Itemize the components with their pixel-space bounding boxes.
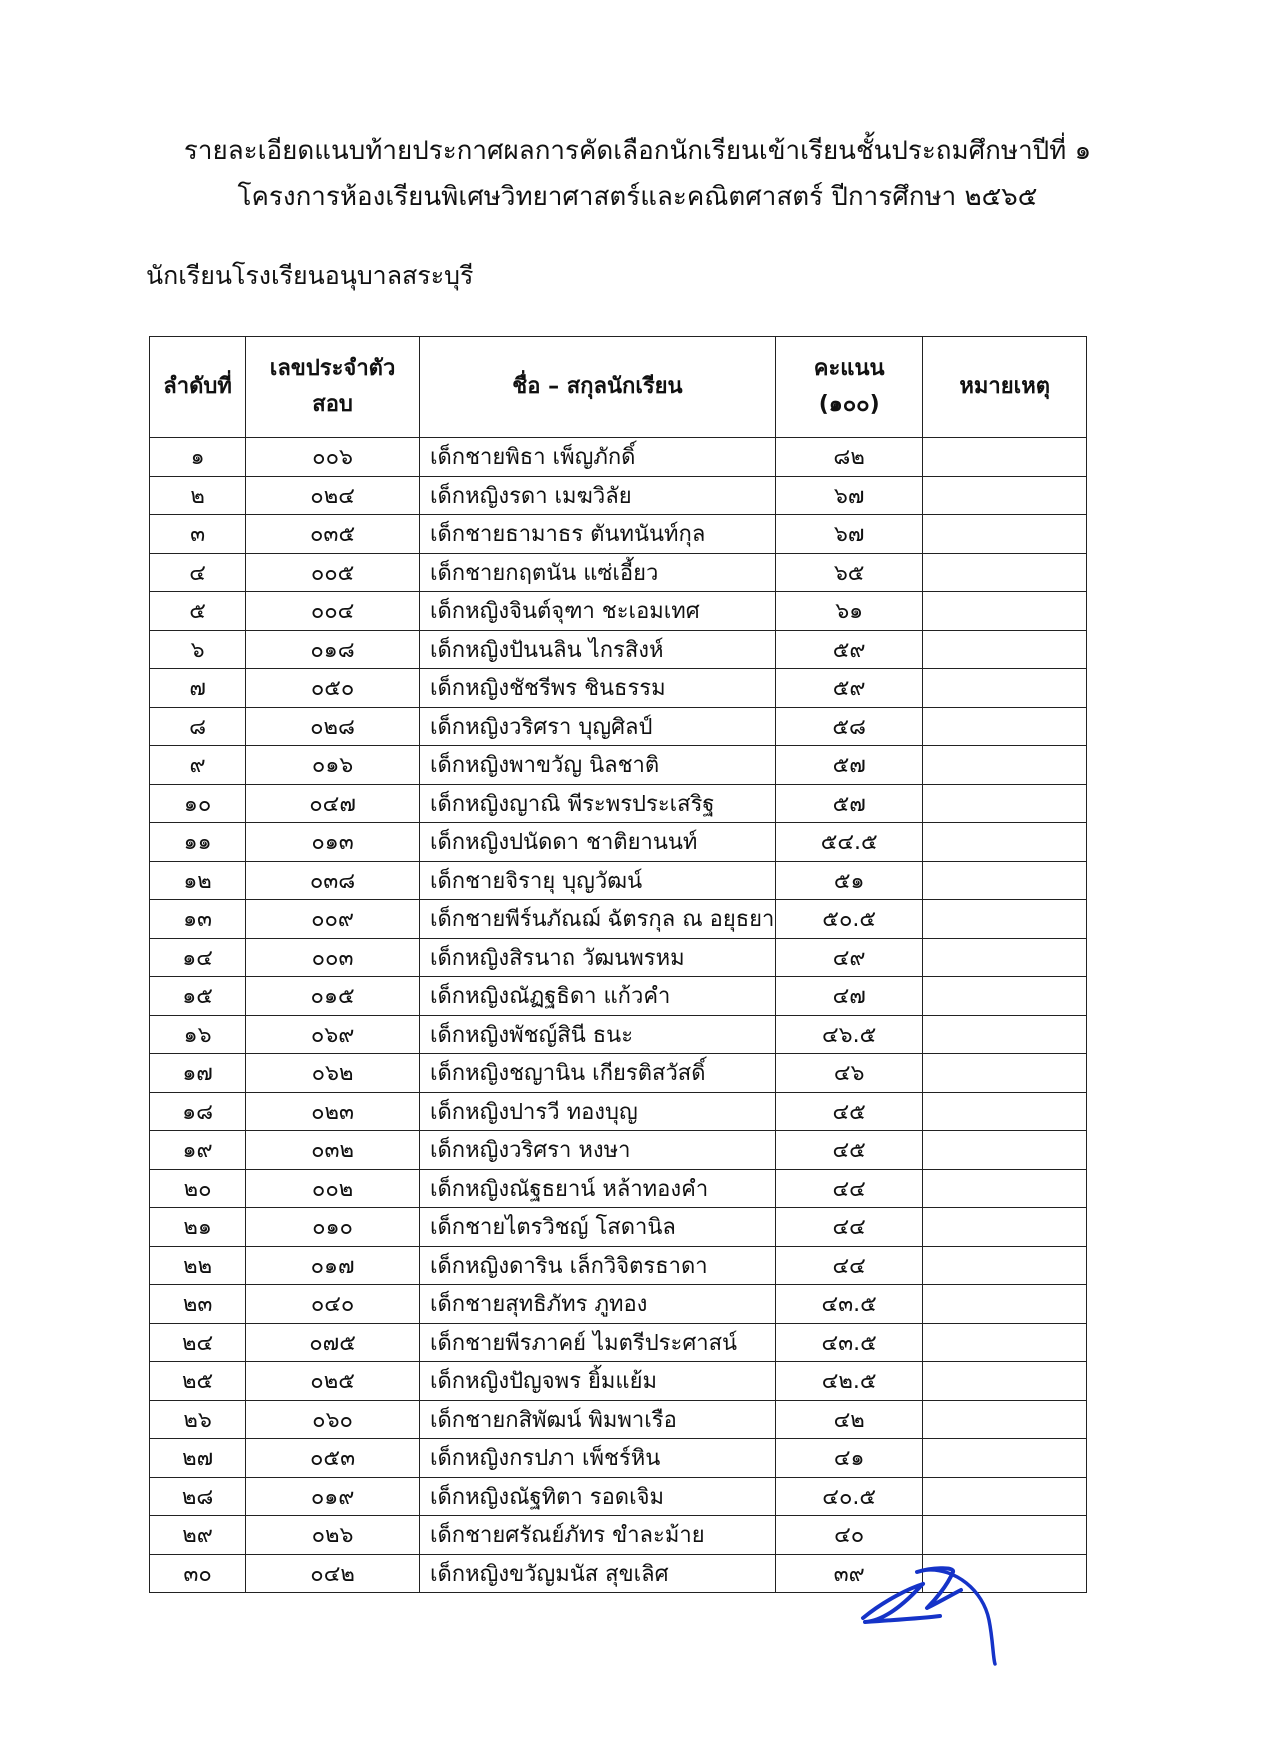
cell-exam-id: ๐๒๕ [246, 1362, 420, 1401]
signature-icon [855, 1560, 1005, 1670]
cell-score: ๖๑ [775, 592, 922, 631]
cell-score: ๖๗ [775, 515, 922, 554]
cell-order: ๙ [150, 746, 246, 785]
cell-score: ๔๕ [775, 1131, 922, 1170]
cell-score: ๔๕ [775, 1092, 922, 1131]
cell-score: ๔๖ [775, 1054, 922, 1093]
cell-student-name: เด็กหญิงปัญจพร ยิ้มแย้ม [419, 1362, 775, 1401]
cell-exam-id: ๐๔๒ [246, 1554, 420, 1593]
cell-order: ๑๒ [150, 861, 246, 900]
cell-student-name: เด็กหญิงญาณิ พีระพรประเสริฐ [419, 784, 775, 823]
table-row [150, 1323, 1087, 1362]
cell-order: ๑ [150, 438, 246, 477]
cell-score: ๕๔.๕ [775, 823, 922, 862]
header-exam-id-line2: สอบ [312, 392, 353, 417]
table-row [150, 592, 1087, 631]
cell-score: ๔๔ [775, 1169, 922, 1208]
cell-remark [923, 1285, 1087, 1324]
header-name: ชื่อ – สกุลนักเรียน [419, 337, 775, 438]
table-row [150, 823, 1087, 862]
cell-score: ๔๔ [775, 1208, 922, 1247]
cell-score: ๕๙ [775, 669, 922, 708]
table-row [150, 938, 1087, 977]
cell-exam-id: ๐๑๗ [246, 1246, 420, 1285]
cell-exam-id: ๐๓๒ [246, 1131, 420, 1170]
cell-order: ๒๐ [150, 1169, 246, 1208]
cell-score: ๕๘ [775, 707, 922, 746]
cell-remark [923, 630, 1087, 669]
table-row [150, 746, 1087, 785]
table-row [150, 861, 1087, 900]
cell-score: ๔๓.๕ [775, 1323, 922, 1362]
cell-exam-id: ๐๐๒ [246, 1169, 420, 1208]
cell-student-name: เด็กหญิงพัชญ์สินี ธนะ [419, 1015, 775, 1054]
cell-exam-id: ๐๐๙ [246, 900, 420, 939]
cell-exam-id: ๐๑๕ [246, 977, 420, 1016]
cell-remark [923, 1092, 1087, 1131]
cell-remark [923, 515, 1087, 554]
cell-order: ๑๘ [150, 1092, 246, 1131]
cell-remark [923, 1439, 1087, 1478]
table-row [150, 1054, 1087, 1093]
cell-student-name: เด็กหญิงดาริน เล็กวิจิตรธาดา [419, 1246, 775, 1285]
cell-order: ๓ [150, 515, 246, 554]
cell-exam-id: ๐๑๐ [246, 1208, 420, 1247]
cell-student-name: เด็กหญิงวริศรา หงษา [419, 1131, 775, 1170]
cell-order: ๒ [150, 476, 246, 515]
cell-order: ๑๐ [150, 784, 246, 823]
cell-score: ๔๓.๕ [775, 1285, 922, 1324]
cell-student-name: เด็กชายสุทธิภัทร ภูทอง [419, 1285, 775, 1324]
cell-remark [923, 707, 1087, 746]
cell-student-name: เด็กหญิงปันนลิน ไกรสิงห์ [419, 630, 775, 669]
cell-student-name: เด็กหญิงณัฐธยาน์ หล้าทองคำ [419, 1169, 775, 1208]
table-row [150, 1246, 1087, 1285]
cell-exam-id: ๐๖๒ [246, 1054, 420, 1093]
cell-score: ๖๕ [775, 553, 922, 592]
table-row [150, 1400, 1087, 1439]
school-subtitle: นักเรียนโรงเรียนอนุบาลสระบุรี [146, 261, 474, 290]
header-remark: หมายเหตุ [923, 337, 1087, 438]
cell-exam-id: ๐๐๓ [246, 938, 420, 977]
cell-score: ๔๒.๕ [775, 1362, 922, 1401]
cell-order: ๒๔ [150, 1323, 246, 1362]
cell-score: ๖๗ [775, 476, 922, 515]
cell-score: ๓๙ [775, 1554, 922, 1593]
table-row [150, 900, 1087, 939]
cell-exam-id: ๐๕๐ [246, 669, 420, 708]
cell-student-name: เด็กชายพีรภาคย์ ไมตรีประศาสน์ [419, 1323, 775, 1362]
cell-order: ๓๐ [150, 1554, 246, 1593]
cell-student-name: เด็กชายพิธา เพ็ญภักดิ์ [419, 438, 775, 477]
cell-remark [923, 977, 1087, 1016]
table-row [150, 1477, 1087, 1516]
table-row [150, 553, 1087, 592]
cell-remark [923, 746, 1087, 785]
cell-student-name: เด็กหญิงชัชรีพร ชินธรรม [419, 669, 775, 708]
cell-student-name: เด็กหญิงรดา เมฆวิลัย [419, 476, 775, 515]
table-row [150, 476, 1087, 515]
cell-exam-id: ๐๐๔ [246, 592, 420, 631]
table-row [150, 515, 1087, 554]
cell-remark [923, 438, 1087, 477]
cell-order: ๒๒ [150, 1246, 246, 1285]
table-row [150, 669, 1087, 708]
table-row [150, 1092, 1087, 1131]
cell-order: ๑๔ [150, 938, 246, 977]
table-row [150, 1439, 1087, 1478]
results-table [149, 336, 1087, 1593]
cell-exam-id: ๐๕๓ [246, 1439, 420, 1478]
cell-score: ๕๐.๕ [775, 900, 922, 939]
cell-score: ๕๗ [775, 784, 922, 823]
cell-remark [923, 823, 1087, 862]
cell-score: ๔๑ [775, 1439, 922, 1478]
cell-remark [923, 1400, 1087, 1439]
cell-score: ๔๔ [775, 1246, 922, 1285]
cell-score: ๔๐ [775, 1516, 922, 1555]
cell-remark [923, 669, 1087, 708]
cell-score: ๔๒ [775, 1400, 922, 1439]
cell-score: ๕๙ [775, 630, 922, 669]
cell-order: ๒๙ [150, 1516, 246, 1555]
table-row [150, 1362, 1087, 1401]
header-score-line1: คะแนน [813, 356, 885, 381]
cell-order: ๑๓ [150, 900, 246, 939]
page-title-line-1: รายละเอียดแนบท้ายประกาศผลการคัดเลือกนักเรียนเข้าเรียนชั้นประถมศึกษาปีที่ ๑ [183, 136, 1092, 166]
cell-remark [923, 784, 1087, 823]
cell-remark [923, 1015, 1087, 1054]
table-row [150, 977, 1087, 1016]
cell-student-name: เด็กหญิงขวัญมนัส สุขเลิศ [419, 1554, 775, 1593]
cell-remark [923, 861, 1087, 900]
cell-exam-id: ๐๒๘ [246, 707, 420, 746]
cell-exam-id: ๐๑๖ [246, 746, 420, 785]
cell-score: ๘๒ [775, 438, 922, 477]
cell-student-name: เด็กหญิงกรปภา เพ็ชร์หิน [419, 1439, 775, 1478]
cell-student-name: เด็กหญิงวริศรา บุญศิลป์ [419, 707, 775, 746]
header-score [775, 337, 922, 438]
header-score-line2: (๑๐๐) [818, 392, 880, 417]
cell-order: ๗ [150, 669, 246, 708]
cell-exam-id: ๐๔๗ [246, 784, 420, 823]
cell-order: ๑๖ [150, 1015, 246, 1054]
cell-remark [923, 1246, 1087, 1285]
cell-order: ๒๕ [150, 1362, 246, 1401]
table-row [150, 1131, 1087, 1170]
cell-remark [923, 553, 1087, 592]
table-row [150, 1285, 1087, 1324]
table-row [150, 1015, 1087, 1054]
cell-student-name: เด็กหญิงชญานิน เกียรติสวัสดิ์ [419, 1054, 775, 1093]
table-row [150, 630, 1087, 669]
cell-exam-id: ๐๒๔ [246, 476, 420, 515]
cell-remark [923, 938, 1087, 977]
cell-remark [923, 1362, 1087, 1401]
table-row [150, 784, 1087, 823]
cell-remark [923, 1131, 1087, 1170]
cell-exam-id: ๐๓๘ [246, 861, 420, 900]
cell-order: ๔ [150, 553, 246, 592]
cell-order: ๒๗ [150, 1439, 246, 1478]
cell-exam-id: ๐๖๐ [246, 1400, 420, 1439]
cell-exam-id: ๐๔๐ [246, 1285, 420, 1324]
header-exam-id-line1: เลขประจำตัว [269, 356, 396, 381]
cell-order: ๖ [150, 630, 246, 669]
table-row [150, 1169, 1087, 1208]
cell-student-name: เด็กชายกฤตนัน แซ่เอี้ยว [419, 553, 775, 592]
cell-score: ๔๐.๕ [775, 1477, 922, 1516]
cell-student-name: เด็กชายธามาธร ตันทนันท์กุล [419, 515, 775, 554]
cell-student-name: เด็กชายพีร์นภัณฌ์ ฉัตรกุล ณ อยุธยา [419, 900, 775, 939]
cell-order: ๒๓ [150, 1285, 246, 1324]
cell-remark [923, 1516, 1087, 1555]
cell-order: ๑๗ [150, 1054, 246, 1093]
cell-order: ๑๙ [150, 1131, 246, 1170]
cell-score: ๕๑ [775, 861, 922, 900]
cell-score: ๕๗ [775, 746, 922, 785]
cell-order: ๑๕ [150, 977, 246, 1016]
cell-exam-id: ๐๒๓ [246, 1092, 420, 1131]
page-title-line-2: โครงการห้องเรียนพิเศษวิทยาศาสตร์และคณิตศาสตร์ ปีการศึกษา ๒๕๖๕ [237, 182, 1038, 212]
cell-remark [923, 1477, 1087, 1516]
cell-student-name: เด็กหญิงพาขวัญ นิลชาติ [419, 746, 775, 785]
cell-student-name: เด็กชายศรัณย์ภัทร ขำละม้าย [419, 1516, 775, 1555]
cell-score: ๔๖.๕ [775, 1015, 922, 1054]
table-row [150, 1516, 1087, 1555]
cell-exam-id: ๐๗๕ [246, 1323, 420, 1362]
cell-exam-id: ๐๑๘ [246, 630, 420, 669]
cell-exam-id: ๐๑๙ [246, 1477, 420, 1516]
cell-exam-id: ๐๐๕ [246, 553, 420, 592]
cell-student-name: เด็กชายไตรวิชญ์ โสดานิล [419, 1208, 775, 1247]
table-body [150, 438, 1087, 1593]
cell-order: ๒๘ [150, 1477, 246, 1516]
cell-remark [923, 1323, 1087, 1362]
cell-student-name: เด็กหญิงณัฐทิตา รอดเจิม [419, 1477, 775, 1516]
cell-score: ๔๗ [775, 977, 922, 1016]
cell-order: ๕ [150, 592, 246, 631]
cell-exam-id: ๐๖๙ [246, 1015, 420, 1054]
table-row [150, 438, 1087, 477]
cell-student-name: เด็กชายจิรายุ บุญวัฒน์ [419, 861, 775, 900]
cell-order: ๒๑ [150, 1208, 246, 1247]
header-order: ลำดับที่ [150, 337, 246, 438]
cell-student-name: เด็กหญิงปารวี ทองบุญ [419, 1092, 775, 1131]
cell-remark [923, 1169, 1087, 1208]
table-row [150, 707, 1087, 746]
cell-remark [923, 1054, 1087, 1093]
cell-exam-id: ๐๒๖ [246, 1516, 420, 1555]
cell-remark [923, 1208, 1087, 1247]
cell-student-name: เด็กหญิงสิรนาถ วัฒนพรหม [419, 938, 775, 977]
table-header-row [150, 337, 1087, 438]
cell-student-name: เด็กหญิงณัฏฐธิดา แก้วคำ [419, 977, 775, 1016]
cell-order: ๒๖ [150, 1400, 246, 1439]
cell-exam-id: ๐๓๕ [246, 515, 420, 554]
cell-remark [923, 476, 1087, 515]
cell-exam-id: ๐๐๖ [246, 438, 420, 477]
table-row [150, 1208, 1087, 1247]
cell-remark [923, 592, 1087, 631]
header-exam-id [246, 337, 420, 438]
cell-student-name: เด็กหญิงจินต์จุฑา ชะเอมเทศ [419, 592, 775, 631]
cell-order: ๘ [150, 707, 246, 746]
cell-remark [923, 900, 1087, 939]
cell-score: ๔๙ [775, 938, 922, 977]
cell-student-name: เด็กหญิงปนัดดา ชาติยานนท์ [419, 823, 775, 862]
cell-order: ๑๑ [150, 823, 246, 862]
cell-exam-id: ๐๑๓ [246, 823, 420, 862]
cell-student-name: เด็กชายกสิพัฒน์ พิมพาเรือ [419, 1400, 775, 1439]
